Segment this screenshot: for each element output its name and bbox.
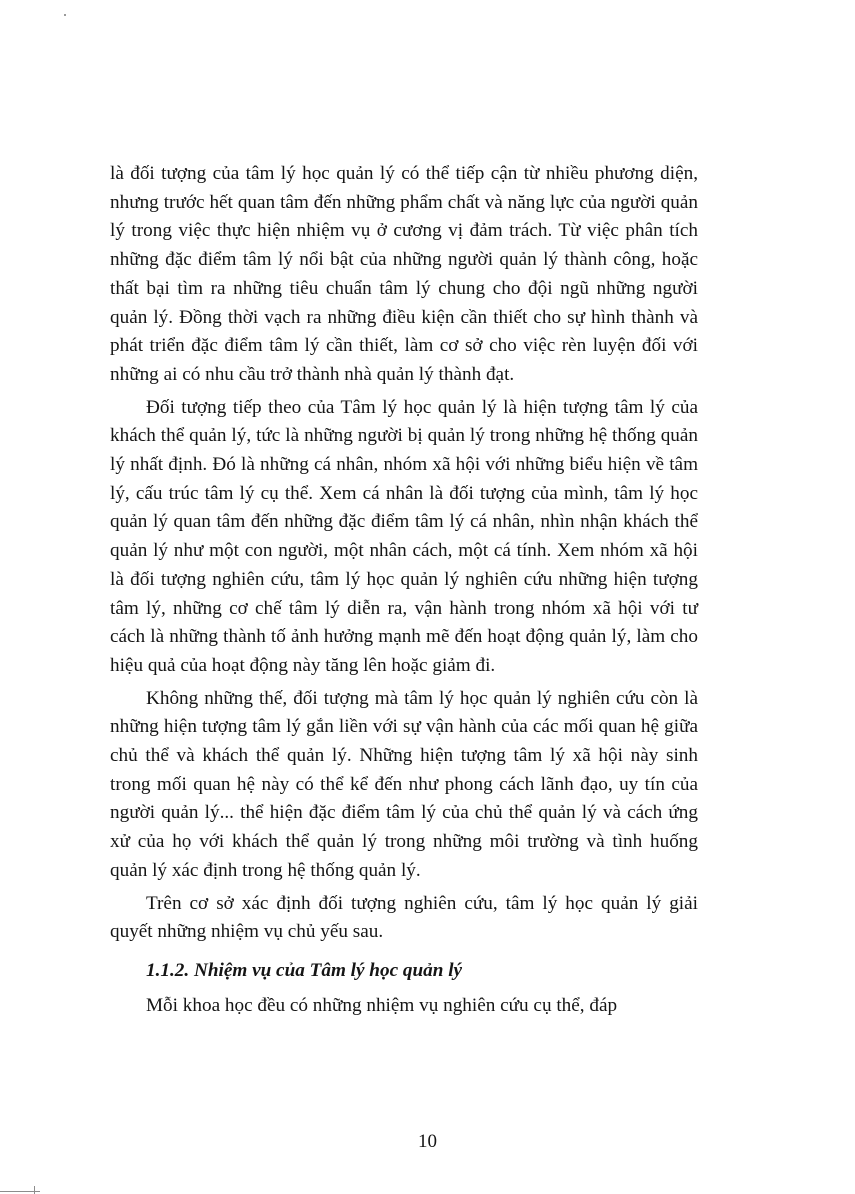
paragraph-5: Mỗi khoa học đều có những nhiệm vụ nghiên cứu cụ thể, đáp bbox=[146, 994, 618, 1016]
paragraph-1: là đối tượng của tâm lý học quản lý có thể tiếp cận từ nhiều phương diện, nhưng trước hết quan tâm đến những phẩm chất và năng lực của người quản lý trong việc thực hiện nhiệm vụ ở cương vị đảm trách. Từ việc phân tích những đặc điểm tâm lý nổi bật của những người quản lý thành công, hoặc thất bại tìm ra những tiêu chuẩn tâm lý chung cho đội ngũ những người quản lý. Đồng thời vạch ra những điều kiện cần thiết cho sự hình thành và phát triển đặc điểm tâm lý cần thiết, làm cơ sở cho việc rèn luyện đối với những ai có nhu cầu trở thành nhà quản lý thành đạt. bbox=[110, 163, 698, 385]
paragraph-4: Trên cơ sở xác định đối tượng nghiên cứu, tâm lý học quản lý giải quyết những nhiệm vụ chủ yếu sau. bbox=[110, 892, 698, 943]
paragraph-2: Đối tượng tiếp theo của Tâm lý học quản lý là hiện tượng tâm lý của khách thể quản lý, tức là những người bị quản lý trong những hệ thống quản lý nhất định. Đó là những cá nhân, nhóm xã hội với những biểu hiện về tâm lý, cấu trúc tâm lý cụ thể. Xem cá nhân là đối tượng của mình, tâm lý học quản lý quan tâm đến những đặc điểm tâm lý cá nhân, nhìn nhận khách thể quản lý như một con người, một nhân cách, một cá tính. Xem nhóm xã hội là đối tượng nghiên cứu, tâm lý học quản lý nghiên cứu những hiện tượng tâm lý, những cơ chế tâm lý diễn ra, vận hành trong nhóm xã hội với tư cách là những thành tố ảnh hưởng mạnh mẽ đến hoạt động quản lý, làm cho hiệu quả của hoạt động này tăng lên hoặc giảm đi. bbox=[110, 396, 698, 676]
scan-edge-mark bbox=[34, 1186, 35, 1194]
paragraph-3: Không những thế, đối tượng mà tâm lý học quản lý nghiên cứu còn là những hiện tượng tâm lý gắn liền với sự vận hành của các mối quan hệ giữa chủ thể và khách thể quản lý. Những hiện tượng tâm lý xã hội này sinh trong mối quan hệ này có thể kể đến như phong cách lãnh đạo, uy tín của người quản lý... thể hiện đặc điểm tâm lý của chủ thể quản lý và cách ứng xử của họ với khách thể quản lý trong những môi trường và tình huống quản lý xác định trong hệ thống quản lý. bbox=[110, 687, 698, 881]
section-heading: 1.1.2. Nhiệm vụ của Tâm lý học quản lý bbox=[146, 959, 463, 981]
page-number: 10 bbox=[418, 1131, 437, 1152]
body-text bbox=[110, 160, 698, 1020]
scan-speck bbox=[64, 14, 66, 16]
scan-edge-mark bbox=[0, 1191, 40, 1192]
